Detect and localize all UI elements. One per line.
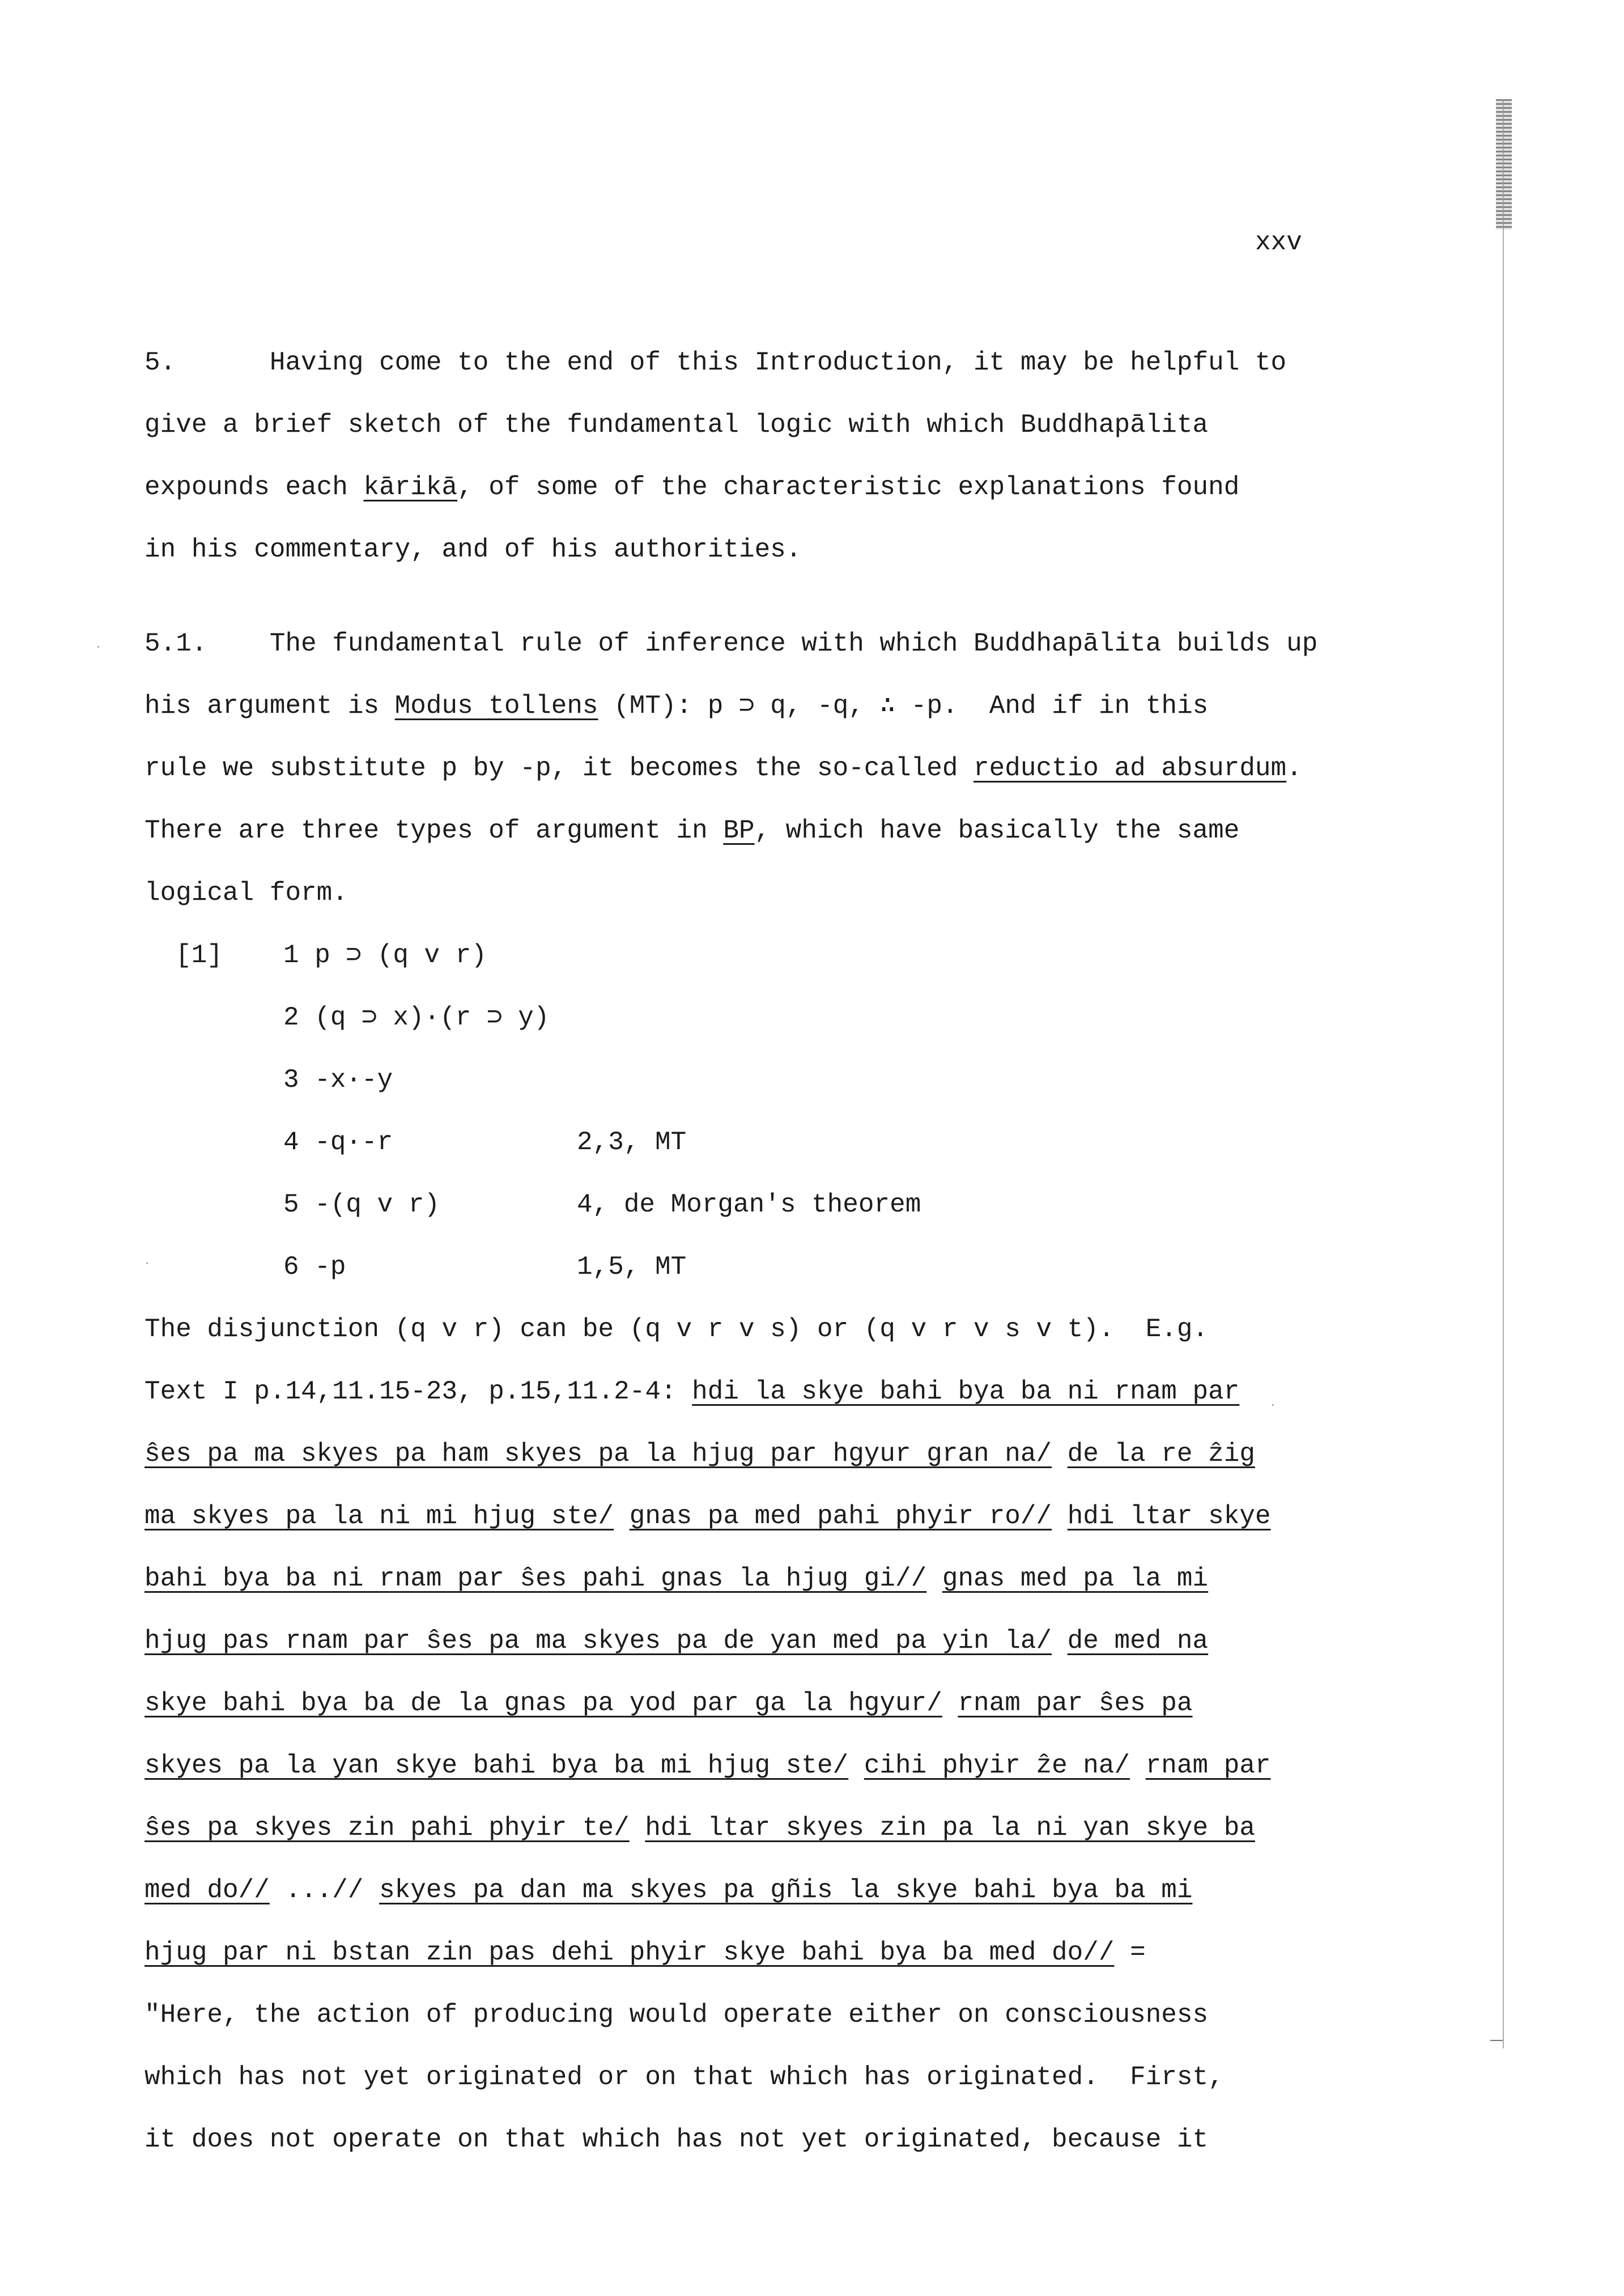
tibetan-phrase: skyes pa dan ma skyes pa gñis la skye bahi bya ba mi: [379, 1876, 1193, 1905]
tibetan-phrase: hdi ltar skyes zin pa la ni yan skye ba: [645, 1813, 1255, 1843]
proof-step-formula: 2 (q ⊃ x)·(r ⊃ y): [283, 1003, 550, 1032]
tibetan-phrase: de med na: [1067, 1626, 1209, 1656]
tibetan-line-10: [144, 1937, 1146, 1968]
section-51-line-3: [144, 752, 1302, 784]
scan-speck: [97, 646, 99, 648]
tibetan-phrase: gnas pa med pahi phyir ro//: [629, 1502, 1052, 1531]
scan-edge-line: [1503, 99, 1508, 2048]
tibetan-phrase: skye bahi bya ba de la gnas pa yod par ga la hgyur/: [144, 1689, 942, 1718]
reductio-term: reductio ad absurdum: [973, 754, 1287, 783]
tibetan-phrase: cihi phyir ẑe na/: [864, 1751, 1130, 1780]
tibetan-line-4: [144, 1563, 1208, 1595]
text-run: .: [1286, 754, 1302, 783]
text-run: , of some of the characteristic explanations found: [457, 473, 1240, 502]
tibetan-phrase: ŝes pa skyes zin pahi phyir te/: [144, 1813, 630, 1843]
tibetan-phrase: gnas med pa la mi: [942, 1564, 1209, 1593]
tibetan-phrase: ŝes pa ma skyes pa ham skyes pa la hjug par hgyur gran na/: [144, 1439, 1052, 1469]
translation-line-3: it does not operate on that which has not yet originated, because it: [144, 2125, 1209, 2154]
tibetan-phrase: de la re ẑig: [1067, 1439, 1255, 1469]
tibetan-line-3: [144, 1500, 1271, 1532]
proof-step-justification: 2,3, MT: [577, 1128, 687, 1157]
tibetan-phrase: skyes pa la yan skye bahi bya ba mi hjug ste/: [144, 1751, 849, 1780]
equals-sign: =: [1114, 1938, 1146, 1967]
modus-tollens-term: Modus tollens: [394, 691, 598, 721]
page-number: xxv: [1255, 228, 1302, 257]
tibetan-phrase: rnam par ŝes pa: [958, 1689, 1193, 1718]
scan-speck: [1272, 1404, 1274, 1406]
proof-step-justification: 4, de Morgan's theorem: [577, 1190, 921, 1219]
tibetan-line-5: [144, 1625, 1208, 1657]
karika-term: kārikā: [363, 473, 458, 502]
bp-abbrev: BP: [723, 816, 755, 845]
section-5-line-4: in his commentary, and of his authorities.: [144, 535, 802, 564]
section-5-line-3: [144, 471, 1239, 503]
tibetan-phrase: hdi ltar skye: [1067, 1502, 1271, 1531]
tibetan-phrase: hdi la skye bahi bya ba ni rnam par: [692, 1377, 1240, 1406]
text-run: There are three types of argument in: [144, 816, 724, 845]
translation-line-2: which has not yet originated or on that which has originated. First,: [144, 2063, 1224, 2092]
ellipsis: ...//: [269, 1876, 380, 1905]
proof-step-justification: 1,5, MT: [577, 1252, 687, 1282]
tibetan-phrase: hjug pas rnam par ŝes pa ma skyes pa de yan med pa yin la/: [144, 1626, 1052, 1656]
section-51-line-5: logical form.: [144, 878, 348, 908]
translation-line-1: "Here, the action of producing would operate either on consciousness: [144, 2000, 1209, 2030]
proof-step-formula: 5 -(q v r): [283, 1190, 440, 1219]
text-run: his argument is: [144, 691, 395, 721]
tibetan-line-2: [144, 1438, 1255, 1470]
section-5-line-1: 5. Having come to the end of this Introduction, it may be helpful to: [144, 348, 1287, 377]
tibetan-phrase: hjug par ni bstan zin pas dehi phyir skye bahi bya ba med do//: [144, 1938, 1115, 1967]
proof-label: [1]: [176, 941, 223, 970]
scan-edge-mark: [1490, 2040, 1503, 2041]
text-run: rule we substitute p by -p, it becomes the so-called: [144, 754, 974, 783]
tibetan-phrase: bahi bya ba ni rnam par ŝes pahi gnas la hjug gi//: [144, 1564, 927, 1593]
proof-step-formula: 6 -p: [283, 1252, 346, 1282]
section-5-line-2: give a brief sketch of the fundamental logic with which Buddhapālita: [144, 410, 1209, 440]
tibetan-phrase: rnam par: [1145, 1751, 1271, 1780]
scan-speck: [146, 1262, 148, 1264]
tibetan-phrase: ma skyes pa la ni mi hjug ste/: [144, 1502, 614, 1531]
disjunction-line-1: The disjunction (q v r) can be (q v r v s) or (q v r v s v t). E.g.: [144, 1315, 1209, 1344]
tibetan-line-9: [144, 1874, 1193, 1906]
tibetan-line-7: [144, 1750, 1271, 1781]
tibetan-line-6: [144, 1687, 1193, 1719]
proof-step-formula: 4 -q·-r: [283, 1128, 393, 1157]
tibetan-line-8: [144, 1812, 1255, 1844]
proof-step-formula: 3 -x·-y: [283, 1065, 393, 1095]
text-run: , which have basically the same: [754, 816, 1240, 845]
section-51-line-1: 5.1. The fundamental rule of inference with which Buddhapālita builds up: [144, 629, 1318, 658]
section-51-line-2: [144, 690, 1208, 722]
citation: Text I p.14,11.15-23, p.15,11.2-4:: [144, 1377, 692, 1406]
tibetan-line-1: [144, 1376, 1239, 1408]
proof-step-formula: 1 p ⊃ (q v r): [283, 941, 487, 970]
text-run: expounds each: [144, 473, 364, 502]
text-run: (MT): p ⊃ q, -q, ∴ -p. And if in this: [598, 691, 1209, 721]
tibetan-phrase: med do//: [144, 1876, 270, 1905]
section-51-line-4: [144, 815, 1239, 847]
